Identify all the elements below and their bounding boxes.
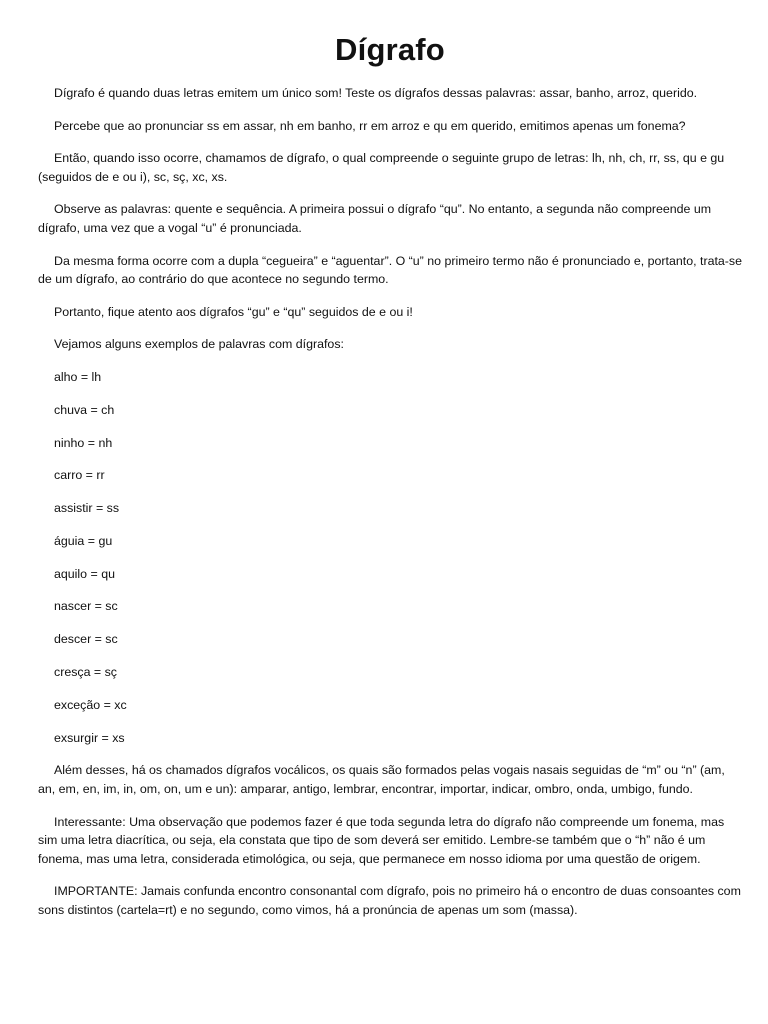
list-item: chuva = ch — [54, 402, 115, 417]
paragraph-attention: Portanto, fique atento aos dígrafos “gu” e “qu” seguidos de e ou i! — [54, 304, 413, 319]
paragraph-definition: Dígrafo é quando duas letras emitem um único som! Teste os dígrafos dessas palavras: assar, banho, arroz, querido. — [54, 86, 698, 100]
paragraph-important: IMPORTANTE: Jamais confunda encontro consonantal com dígrafo, pois no primeiro há o encontro de duas consoantes com sons distintos (cartela=rt) e no segundo, como vimos, há a pronúncia de apenas um som (massa). — [38, 884, 741, 917]
list-item: assistir = ss — [54, 501, 120, 516]
examples-list — [38, 368, 742, 747]
paragraph-examples-intro: Vejamos alguns exemplos de palavras com dígrafos: — [54, 337, 344, 352]
list-item: aquilo = qu — [54, 566, 115, 581]
list-item: carro = rr — [54, 468, 105, 483]
list-item: exceção = xc — [54, 697, 127, 712]
list-item: águia = gu — [54, 533, 113, 548]
paragraph-same-way: Da mesma forma ocorre com a dupla “cegueira” e “aguentar”. O “u” no primeiro termo não é pronunciado e, portanto, trata-se de um dígrafo, ao contrário do que acontece no segundo termo. — [38, 253, 743, 287]
list-item: nascer = sc — [54, 599, 118, 614]
list-item: exsurgir = xs — [54, 730, 125, 745]
paragraph-observe: Observe as palavras: quente e sequência. A primeira possui o dígrafo “qu”. No entanto, a segunda não compreende um dígrafo, uma vez que a vogal “u” é pronunciada. — [38, 202, 712, 235]
paragraph-vocalic-digraphs: Além desses, há os chamados dígrafos vocálicos, os quais são formados pelas vogais nasais seguidas de “m” ou “n” (am, an, em, en, im, in, om, on, um e un): amparar, antigo, lembrar, encontrar, importar, indicar, ombro, onda, umbigo, fundo. — [38, 763, 725, 796]
page-title: Dígrafo — [335, 32, 445, 67]
paragraph-question: Percebe que ao pronunciar ss em assar, nh em banho, rr em arroz e qu em querido, emitimos apenas um fonema? — [54, 118, 686, 133]
paragraph-letter-groups: Então, quando isso ocorre, chamamos de dígrafo, o qual compreende o seguinte grupo de letras: lh, nh, ch, rr, ss, qu e gu (seguidos de e ou i), sc, sç, xc, xs. — [38, 151, 725, 184]
list-item: alho = lh — [54, 369, 102, 384]
list-item: descer = sc — [54, 632, 118, 647]
list-item: cresça = sç — [54, 664, 118, 679]
paragraph-interesting: Interessante: Uma observação que podemos fazer é que toda segunda letra do dígrafo não compreende um fonema, mas sim uma letra diacrítica, ou seja, ela constata que tipo de som deverá ser emitido. Lembre-se também que o “h” não é um fonema, mas uma letra, considerada etimológica, ou seja, que permanece em nosso idioma por uma questão de origem. — [38, 814, 725, 866]
list-item: ninho = nh — [54, 435, 113, 450]
